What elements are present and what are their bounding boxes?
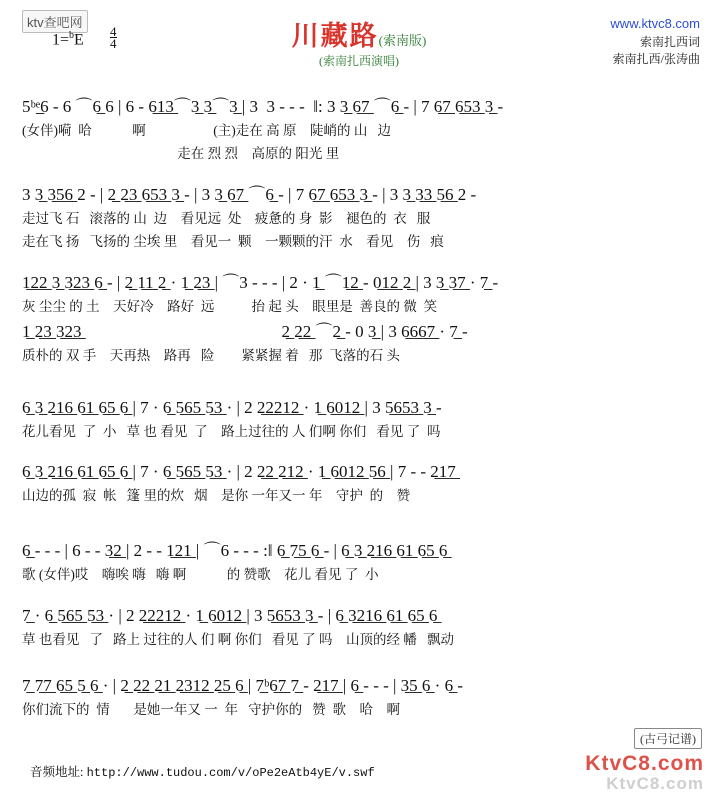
music-system-1 — [0, 92, 718, 162]
meter-numerator: 4 — [110, 24, 117, 39]
credits — [613, 34, 700, 68]
subtitle: (索南扎西演唱) — [319, 54, 399, 68]
music-system-3 — [0, 268, 718, 364]
music-system-6 — [0, 536, 718, 583]
lyricist: 索南扎西词 — [639, 35, 700, 49]
lyric-line: 花儿看见 了 小 草 也 看见 了 路上过往的 人 们啊 你们 看见 了 吗 — [22, 424, 441, 439]
meter-denominator: 4 — [110, 36, 117, 51]
composer: 索南扎西/张涛曲 — [612, 52, 700, 66]
lyric-line: 歌 (女伴)哎 嗨唉 嗨 嗨 啊 的 赞歌 花儿 看见 了 小 — [22, 567, 379, 582]
music-system-7 — [0, 606, 718, 648]
lyric-line: 山边的孤 寂 帐 篷 里的炊 烟 是你 一年又一 年 守护 的 赞 — [22, 488, 411, 503]
title-version: (索南版) — [378, 33, 427, 48]
music-system-5 — [0, 462, 718, 504]
lyric-line: 走在 烈 烈 高原的 阳光 里 — [22, 146, 340, 161]
music-system-2 — [0, 180, 718, 250]
lyric-line: 走过飞 石 滚落的 山 边 看见远 处 疲惫的 身 影 褪色的 衣 服 — [22, 211, 431, 226]
lyric-line: 质朴的 双 手 天再热 路再 险 紧紧握 着 那 飞落的石 头 — [22, 348, 400, 363]
notation-line: 1̲2̲2̲ 3̲ 3̲2̲3̲ 6̲ - | 2̲ 1̲1̲ 2̲ · 1̲ 2̲3̲ | ⌒3 - - - | 2 · 1̲ ⌒1̲2̲ - 0̲1̲2̲ 2̲ | 3 3̲ 3̲7̲ · 7̲ - — [22, 273, 499, 292]
notation-line: 3 3̲ 3̲5̲6̲ 2 - | 2̲ 2̲3̲ 6̲5̲3̲ 3̲ - | 3 3̲ 6̲7̲ ⌒6̲ - | 7 6̲7̲ 6̲5̲3̲ 3̲ - | 3 3̲ 3̲3̲ 5̲6̲ 2 - — [22, 185, 477, 204]
lyric-line: 草 也看见 了 路上 过往的人 们 啊 你们 看见 了 吗 山顶的经 幡 飘动 — [22, 632, 454, 647]
lyric-line: (女伴)嗬 哈 啊 (主)走在 高 原 陡峭的 山 边 — [22, 123, 391, 138]
notation-line: 6̲ 3̲ 2̲1̲6̲ 6̲1̲ 6̲5̲ 6̲ | 7 · 6̲ 5̲6̲5̲ 5̲3̲ · | 2 2̲2̲ 2̲1̲2̲ · 1̲ 6̲0̲1̲2̲ 5̲6̲ | 7 - - 2̲1̲7̲ — [22, 462, 456, 481]
lyric-line: 灰 尘尘 的 土 天好冷 路好 远 抬 起 头 眼里是 善良的 微 笑 — [22, 299, 438, 314]
title-text: 川藏路 — [291, 21, 379, 51]
audio-address — [30, 762, 375, 780]
notation-line: 7̲ · 6̲ 5̲6̲5̲ 5̲3̲ · | 2 2̲2̲2̲1̲2̲ · 1̲ 6̲0̲1̲2̲ | 3 5̲6̲5̲3̲ 3̲ - | 6̲ 3̲2̲1̲6̲ 6̲1̲ 6̲5̲ 6̲ — [22, 606, 438, 625]
website-link[interactable]: www.ktvc8.com — [610, 16, 700, 31]
watermark-bottom-right: KtvC8.com — [585, 752, 704, 775]
music-system-8 — [0, 676, 718, 718]
watermark-bottom-right-grey: KtvC8.com — [606, 774, 704, 793]
music-system-4 — [0, 398, 718, 440]
lyric-line: 走在飞 扬 飞扬的 尘埃 里 看见一 颗 一颗颗的汗 水 看见 伤 痕 — [22, 234, 444, 249]
transcriber-seal: (古弓记谱) — [634, 728, 702, 749]
key-signature: 1=$^b$E — [52, 30, 84, 49]
notation-line: 6̲ 3̲ 2̲1̲6̲ 6̲1̲ 6̲5̲ 6̲ | 7 · 6̲ 5̲6̲5̲ 5̲3̲ · | 2 2̲2̲2̲1̲2̲ · 1̲ 6̲0̲1̲2̲ | 3 5̲6̲5̲3̲ 3̲ - — [22, 398, 442, 417]
watermark-top-left: ktv查吧网 — [22, 10, 88, 33]
audio-label: 音频地址: — [30, 765, 84, 779]
notation-line-alt: 1̲ 2̲3̲ 3̲2̲3̲ 2̲ 2̲2̲ ⌒2̲ - 0 3̲ | 3 6̲6̲6̲7̲ · 7̲ - — [22, 322, 468, 341]
audio-url[interactable]: http://www.tudou.com/v/oPe2eAtb4yE/v.swf — [86, 766, 375, 780]
notation-line: 6̲ - - - | 6 - - 3̲2̲ | 2 - - 1̲2̲1̲ | ⌒6 - - - :‖ 6̲ 7̲5̲ 6̲ - | 6̲ 3̲ 2̲1̲6̲ 6̲1̲ 6̲5̲ 6̲ — [22, 541, 448, 560]
notation-line: 7̲ 7̲7̲ 6̲5̲ 5̲ 6̲ · | 2̲ 2̲2̲ 2̲1̲ 2̲3̲1̲2̲ 2̲5̲ 6̲ | 7̲ᵇ6̲7̲ 7̲ - 2̲1̲7̲ | 6̲ - - - | 3̲5̲ 6̲ · 6̲ - — [22, 676, 464, 695]
notation-line: 5ᵇᵉ̲6 - 6 ⌒6̲ 6 | 6 - 6̲1̲3̲⌒3̲ 3̲⌒3̲ | 3 3 - - - ‖: 3 3̲ 6̲7̲ ⌒6̲ - | 7 6̲7̲ 6̲5̲3̲ 3̲ - — [22, 97, 504, 116]
lyric-line: 你们流下的 情 是她一年又 一 年 守护你的 赞 歌 哈 啊 — [22, 702, 400, 717]
